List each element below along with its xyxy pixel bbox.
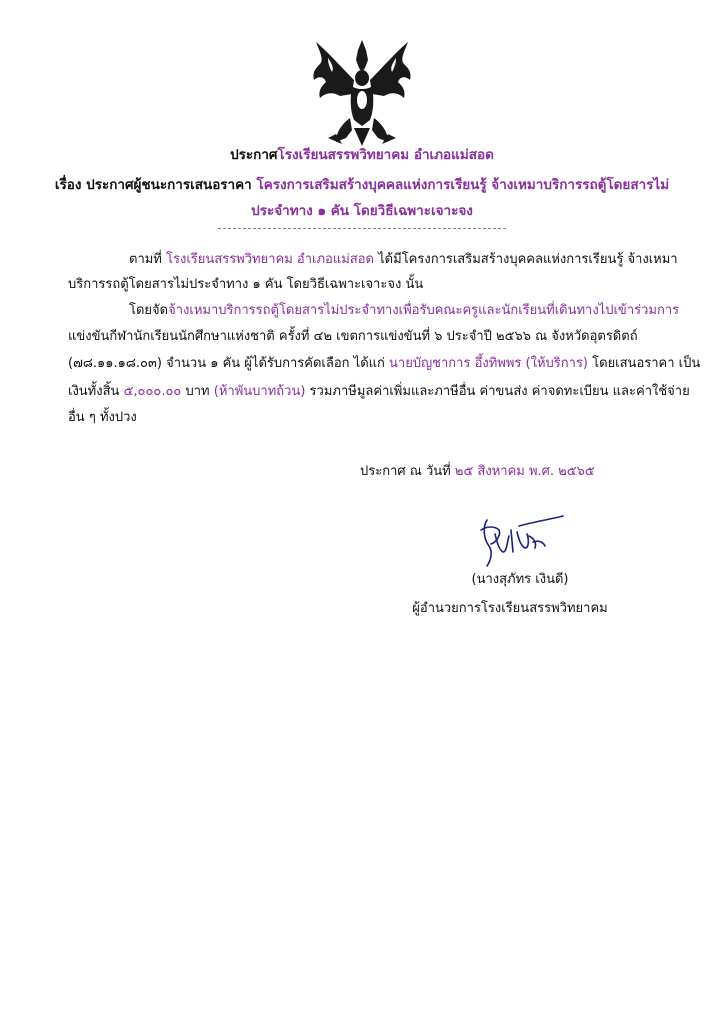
subject-line (0, 175, 724, 195)
p2-total-label: เงินทั้งสิ้น (68, 384, 120, 399)
p2-amount-words: (ห้าพันบาทถ้วน) (213, 384, 306, 399)
signer-name: (นางสุภัทร เงินดี) (471, 572, 569, 587)
date-prefix: ประกาศ ณ วันที่ (360, 464, 451, 479)
signer-position: ผู้อำนวยการโรงเรียนสรรพวิทยาคม (412, 601, 608, 616)
p1-text-a: ตามที่ (129, 252, 162, 267)
paragraph-2-line-4 (68, 382, 690, 402)
p2-service: จ้างเหมาบริการรถตู้โดยสารไม่ประจำทางเพื่อรับคณะครูและนักเรียนที่เดินทางไปเข้าร่วมการ (168, 303, 680, 318)
date-value: ๒๕ สิงหาคม พ.ศ. ๒๕๖๕ (454, 464, 595, 479)
p1-text-c: ได้มีโครงการเสริมสร้างบุคคลแห่งการเรียนรู้ จ้างเหมา (378, 252, 678, 267)
signature-icon (473, 512, 565, 570)
p2-text-a: โดยจัด (129, 303, 169, 318)
subject-line-cont: ประจำทาง ๑ คัน โดยวิธีเฉพาะเจาะจง (251, 203, 473, 219)
paragraph-1-line-1 (129, 250, 678, 270)
school-name: โรงเรียนสรรพวิทยาคม อำเภอแม่สอด (277, 147, 494, 163)
announcement-date (360, 462, 595, 482)
title-prefix: ประกาศ (230, 147, 278, 163)
paragraph-2-line-3 (68, 354, 700, 374)
p2-offer: โดยเสนอราคา เป็น (592, 356, 701, 371)
p2-currency: บาท (185, 384, 210, 399)
p2-tax-note: รวมภาษีมูลค่าเพิ่มและภาษีอื่น ค่าขนส่ง ค่าจดทะเบียน และค่าใช้จ่าย (309, 384, 690, 399)
announcement-title (0, 145, 724, 165)
paragraph-2-line-5: อื่น ๆ ทั้งปวง (68, 410, 137, 425)
p2-amount: ๕,๐๐๐.๐๐ (123, 384, 182, 399)
paragraph-1-line-2: บริการรถตู้โดยสารไม่ประจำทาง ๑ คัน โดยวิธีเฉพาะเจาะจง นั้น (68, 277, 424, 292)
p1-school: โรงเรียนสรรพวิทยาคม อำเภอแม่สอด (166, 252, 374, 267)
garuda-emblem-icon (306, 38, 418, 148)
paragraph-2-line-1 (129, 301, 679, 321)
subject-prefix: เรื่อง ประกาศผู้ชนะการเสนอราคา (54, 177, 252, 193)
divider (218, 228, 506, 229)
p2-vendor: นายบัญชาการ อึ้งทิพพร (ให้บริการ) (389, 356, 588, 371)
p2-selected: (๗๘.๑๑.๑๘.๐๓) จำนวน ๑ คัน ผู้ได้รับการคัดเลือก ได้แก่ (68, 356, 385, 371)
paragraph-2-line-2: แข่งขันกีฬานักเรียนนักศึกษาแห่งชาติ ครั้งที่ ๔๒ เขตการแข่งขันที่ ๖ ประจำปี ๒๕๖๖ ณ จังหวัดอุตรดิตถ์ (68, 329, 638, 344)
subject-project: โครงการเสริมสร้างบุคคลแห่งการเรียนรู้ จ้างเหมาบริการรถตู้โดยสารไม่ (256, 177, 670, 193)
